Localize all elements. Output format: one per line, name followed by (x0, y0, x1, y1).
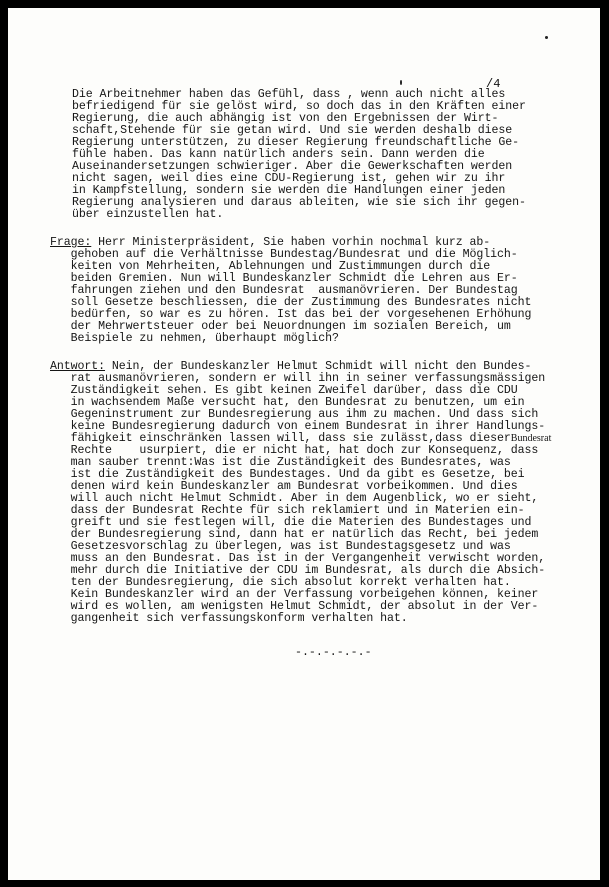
text-line: der Bundesregierung sind, dann hat er natürlich das Recht, bei jedem (50, 528, 539, 541)
text-line: Rechte usurpiert, die er nicht hat, hat doch zur Konsequenz, dass (50, 444, 539, 457)
text-line-content: fähigkeit einschränken lassen will, dass sie zulässt,dass dieser (50, 432, 511, 445)
text-line: befriedigend für sie gelöst wird, so doch das in den Kräften einer (72, 100, 526, 113)
text-line: muss an den Bundesrat. Das ist in der Vergangenheit verwischt worden, (50, 552, 546, 565)
text-line: Auseinandersetzungen schwieriger. Aber die Gewerkschaften werden (72, 160, 513, 173)
text-line: in wachsendem Maße versucht hat, den Bundesrat zu benutzen, um ein (50, 396, 525, 409)
text-line: keiten von Mehrheiten, Ablehnungen und Zustimmungen durch die (50, 260, 491, 273)
text-line: über einzustellen hat. (72, 208, 224, 221)
text-line: soll Gesetze beschliessen, die der Zustimmung des Bundesrates nicht (50, 296, 532, 309)
text-line: Die Arbeitnehmer haben das Gefühl, dass , wenn auch nicht alles (72, 88, 506, 101)
text-line: fahrungen ziehen und den Bundesrat ausmanövrieren. Der Bundestag (50, 284, 518, 297)
text-line: ist die Zuständigkeit des Bundestages. Und da gibt es Gesetze, bei (50, 468, 525, 481)
text-line: will auch nicht Helmut Schmidt. Aber in dem Augenblick, wo er sieht, (50, 492, 539, 505)
text-line: gehoben auf die Verhältnisse Bundestag/Bundesrat und die Möglich- (50, 248, 518, 261)
margin-note: Bundesrat (510, 433, 552, 444)
text-line: fühle haben. Das kann natürlich anders sein. Dann werden die (72, 148, 485, 161)
answer-first-line (50, 361, 531, 373)
text-line: greift und sie festlegen will, die die Materien des Bundestages und (50, 516, 532, 529)
document-page (8, 8, 600, 880)
text-line: man sauber trennt:Was ist die Zuständigkeit des Bundesrates, was (50, 456, 511, 469)
speaker-label-antwort: Antwort: (50, 360, 106, 373)
question-first-line (50, 237, 490, 249)
text-line: Herr Ministerpräsident, Sie haben vorhin nochmal kurz ab- (91, 236, 491, 249)
text-line (50, 433, 551, 445)
text-line: Regierung analysieren und daraus ableiten, wie sie sich ihr gegen- (72, 196, 526, 209)
text-line: Gegeninstrument zur Bundesregierung aus ihm zu machen. Und dass sich (50, 408, 539, 421)
text-line: Kein Bundeskanzler wird an der Verfassung vorbeigehen können, keiner (50, 588, 539, 601)
text-line: Beispiele zu nehmen, überhaupt möglich? (50, 332, 339, 345)
text-line: Nein, der Bundeskanzler Helmut Schmidt will nicht den Bundes- (105, 360, 532, 373)
text-line: mehr durch die Initiative der CDU im Bundesrat, als durch die Absich- (50, 564, 546, 577)
text-line: beiden Gremien. Nun will Bundeskanzler Schmidt die Lehren aus Er- (50, 272, 518, 285)
text-line: bedürfen, so war es zu hören. Ist das bei der vorgesehenen Erhöhung (50, 308, 532, 321)
text-line: keine Bundesregierung dadurch von einem Bundesrat in ihrer Handlungs- (50, 420, 546, 433)
text-line: Regierung, die auch abhängig ist von den Ergebnissen der Wirt- (72, 112, 499, 125)
end-separator: -.-.-.-.-.- (295, 646, 372, 659)
text-line: wird es wollen, am wenigsten Helmut Schmidt, der absolut in der Ver- (50, 600, 539, 613)
text-line: Zuständigkeit sehen. Es gibt keinen Zweifel darüber, dass die CDU (50, 384, 518, 397)
text-line: Gesetzesvorschlag zu überlegen, was ist Bundestagsgesetz und was (50, 540, 511, 553)
text-line: dass der Bundesrat Rechte für sich reklamiert und in Materien ein- (50, 504, 525, 517)
text-line: denen wird kein Bundeskanzler am Bundesrat vorbeikommen. Und dies (50, 480, 518, 493)
page-marker: /4 (486, 77, 501, 91)
text-line: rat ausmanövrieren, sondern er will ihn in seiner verfassungsmässigen (50, 372, 546, 385)
text-line: gangenheit sich verfassungskonform verhalten hat. (50, 612, 408, 625)
speaker-label-frage: Frage: (50, 236, 92, 249)
text-line: der Mehrwertsteuer oder bei Neuordnungen im sozialen Bereich, um (50, 320, 511, 333)
text-line: nicht sagen, weil dies eine CDU-Regierung ist, gehen wir zu ihr (72, 172, 506, 185)
text-line: Regierung unterstützen, zu dieser Regierung freundschaftliche Ge- (72, 136, 520, 149)
text-line: ten der Bundesregierung, die sich absolut korrekt verhalten hat. (50, 576, 511, 589)
document-body (8, 8, 600, 880)
text-line: in Kampfstellung, sondern sie werden die Handlungen einer jeden (72, 184, 506, 197)
text-line: schaft,Stehende für sie getan wird. Und sie werden deshalb diese (72, 124, 513, 137)
